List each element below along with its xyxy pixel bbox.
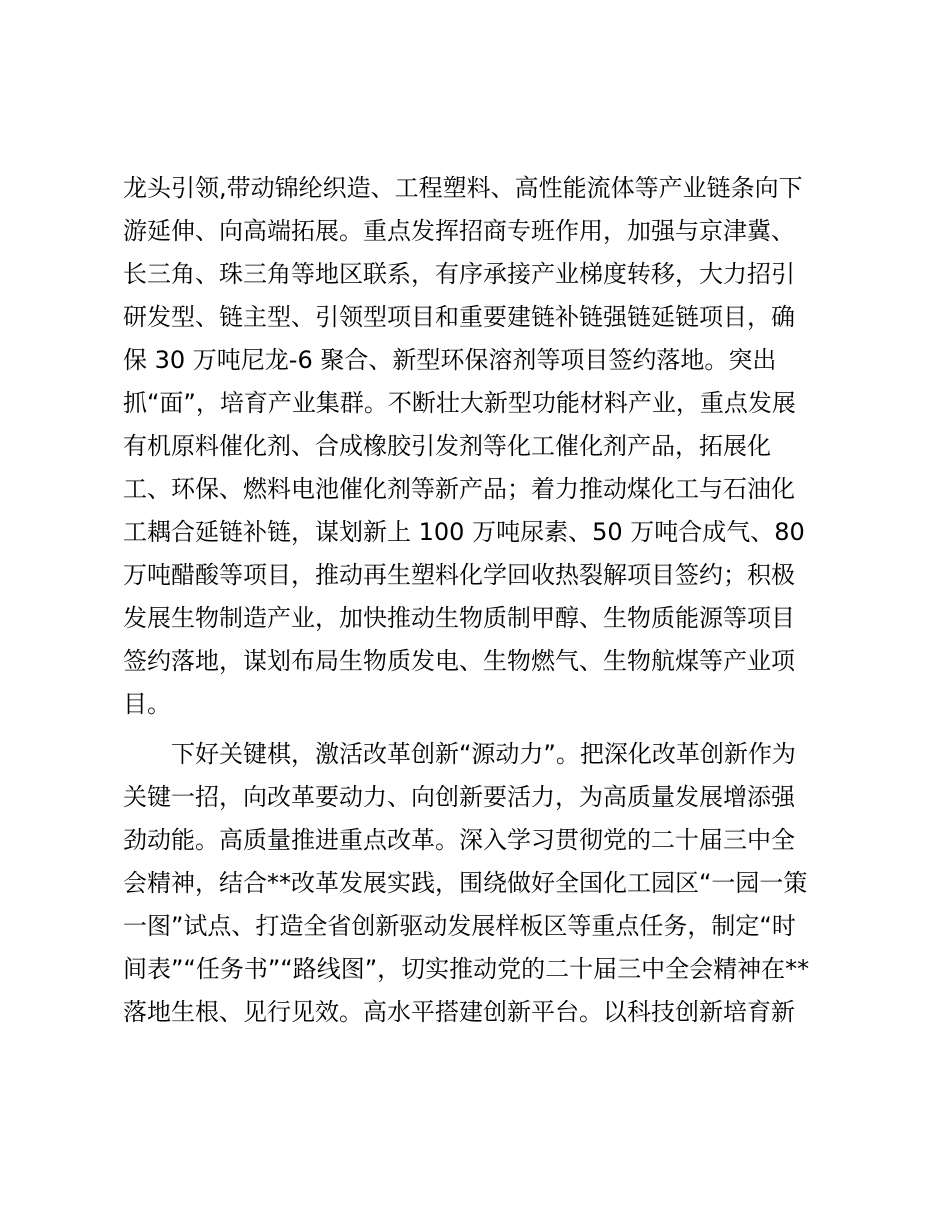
- text-line: 劲动能。高质量推进重点改革。深入学习贯彻党的二十届三中全: [123, 826, 795, 854]
- text-line: 一图”试点、打造全省创新驱动发展样板区等重点任务，制定“时: [123, 912, 796, 940]
- text-line: 会精神，结合**改革发展实践，围绕做好全国化工园区“一园一策: [123, 869, 808, 897]
- text-line: 龙头引领,带动锦纶织造、工程塑料、高性能流体等产业链条向下: [123, 174, 803, 202]
- text-line: 游延伸、向高端拓展。重点发挥招商专班作用，加强与京津冀、: [123, 217, 795, 245]
- text-line: 落地生根、见行见效。高水平搭建创新平台。以科技创新培育新: [123, 998, 795, 1026]
- text-line: 工、环保、燃料电池催化剂等新产品；着力推动煤化工与石油化: [123, 475, 795, 503]
- text-line: 签约落地，谋划布局生物质发电、生物燃气、生物航煤等产业项: [123, 647, 795, 675]
- text-line: 万吨醋酸等项目，推动再生塑料化学回收热裂解项目签约；积极: [123, 561, 795, 589]
- text-line: 下好关键棋，激活改革创新“源动力”。把深化改革创新作为: [123, 740, 796, 768]
- text-line: 工耦合延链补链，谋划新上 100 万吨尿素、50 万吨合成气、80: [123, 518, 805, 546]
- text-line: 关键一招，向改革要动力、向创新要活力，为高质量发展增添强: [123, 783, 795, 811]
- text-line: 长三角、珠三角等地区联系，有序承接产业梯度转移，大力招引: [123, 260, 795, 288]
- text-line: 发展生物制造产业，加快推动生物质制甲醇、生物质能源等项目: [123, 604, 795, 632]
- text-line: 有机原料催化剂、合成橡胶引发剂等化工催化剂产品，拓展化: [123, 432, 771, 460]
- text-line: 目。: [123, 690, 171, 718]
- text-line: 抓“面”，培育产业集群。不断壮大新型功能材料产业，重点发展: [123, 389, 796, 417]
- text-line: 保 30 万吨尼龙-6 聚合、新型环保溶剂等项目签约落地。突出: [123, 346, 777, 374]
- text-line: 研发型、链主型、引领型项目和重要建链补链强链延链项目，确: [123, 303, 795, 331]
- text-line: 间表”“任务书”“路线图”，切实推动党的二十届三中全会精神在**: [123, 955, 810, 983]
